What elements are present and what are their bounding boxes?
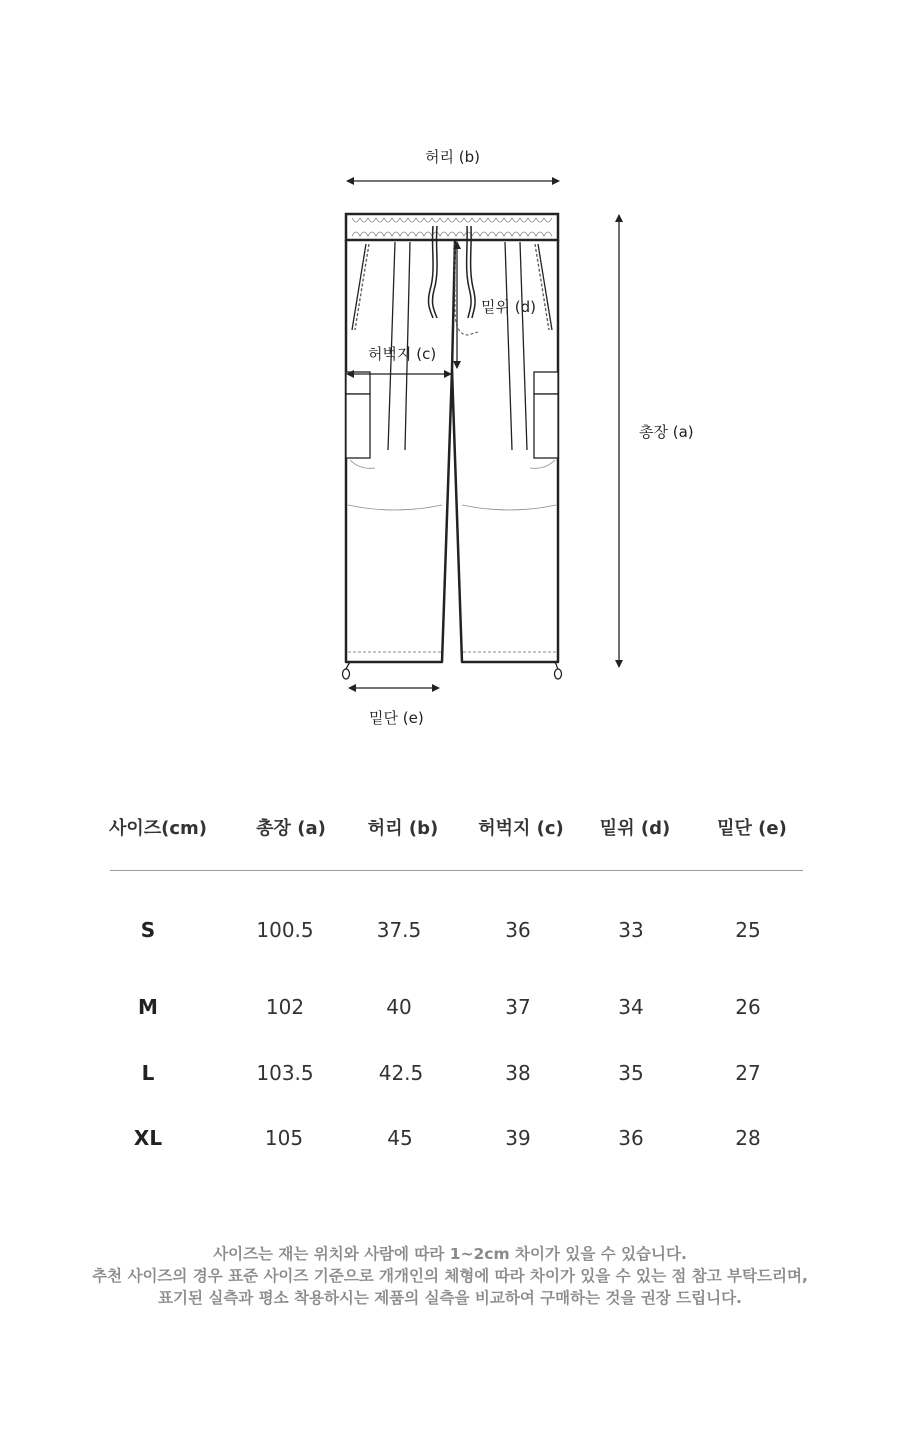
table-row (110, 1126, 803, 1166)
table-row (110, 1061, 803, 1101)
rise-label: 밑위 (d) (481, 298, 536, 316)
thigh-cell: 36 (505, 918, 531, 942)
table-header (110, 800, 803, 860)
waistband (346, 214, 558, 240)
note-line: 사이즈는 재는 위치와 사람에 따라 1~2cm 차이가 있을 수 있습니다. (213, 1245, 687, 1263)
header-waist: 허리 (b) (367, 818, 439, 839)
waist-cell: 42.5 (378, 1061, 424, 1085)
thigh-cell: 38 (505, 1061, 531, 1085)
hem-cell: 26 (735, 995, 761, 1019)
header-thigh: 허벅지 (c) (478, 818, 564, 839)
length-cell: 102 (265, 995, 305, 1019)
waist-cell: 40 (386, 995, 412, 1019)
thigh-cell: 37 (505, 995, 531, 1019)
rise-cell: 35 (618, 1061, 644, 1085)
size-cell: S (140, 918, 156, 942)
waist-label: 허리 (b) (425, 148, 480, 166)
size-cell: L (141, 1061, 155, 1085)
rise-cell: 36 (618, 1126, 644, 1150)
hem-toggles (343, 662, 562, 679)
thigh-cell: 39 (505, 1126, 531, 1150)
header-size: 사이즈(cm) (108, 818, 208, 839)
note-line: 표기된 실측과 평소 착용하시는 제품의 실측을 비교하여 구매하는 것을 권장 드립니다. (158, 1289, 742, 1307)
hem-cell: 27 (735, 1061, 761, 1085)
size-cell: M (138, 995, 158, 1019)
thigh-label: 허벅지 (c) (368, 345, 437, 363)
length-label: 총장 (a) (639, 423, 694, 441)
note-line: 추천 사이즈의 경우 표준 사이즈 기준으로 개개인의 체형에 따라 차이가 있을 수 있는 점 참고 부탁드리며, (92, 1267, 808, 1285)
table-row (110, 995, 803, 1035)
table-row (110, 918, 803, 958)
hem-cell: 28 (735, 1126, 761, 1150)
header-hem: 밑단 (e) (717, 818, 787, 839)
hem-label: 밑단 (e) (369, 709, 424, 727)
length-cell: 105 (264, 1126, 304, 1150)
header-rise: 밑위 (d) (599, 818, 671, 839)
header-divider (110, 870, 803, 871)
length-cell: 100.5 (256, 918, 314, 942)
size-notes (0, 1243, 900, 1309)
rise-cell: 33 (618, 918, 644, 942)
length-cell: 103.5 (256, 1061, 314, 1085)
waist-cell: 45 (387, 1126, 413, 1150)
waist-cell: 37.5 (376, 918, 422, 942)
hem-cell: 25 (735, 918, 761, 942)
header-length: 총장 (a) (256, 818, 326, 839)
rise-cell: 34 (618, 995, 644, 1019)
size-cell: XL (133, 1126, 163, 1150)
